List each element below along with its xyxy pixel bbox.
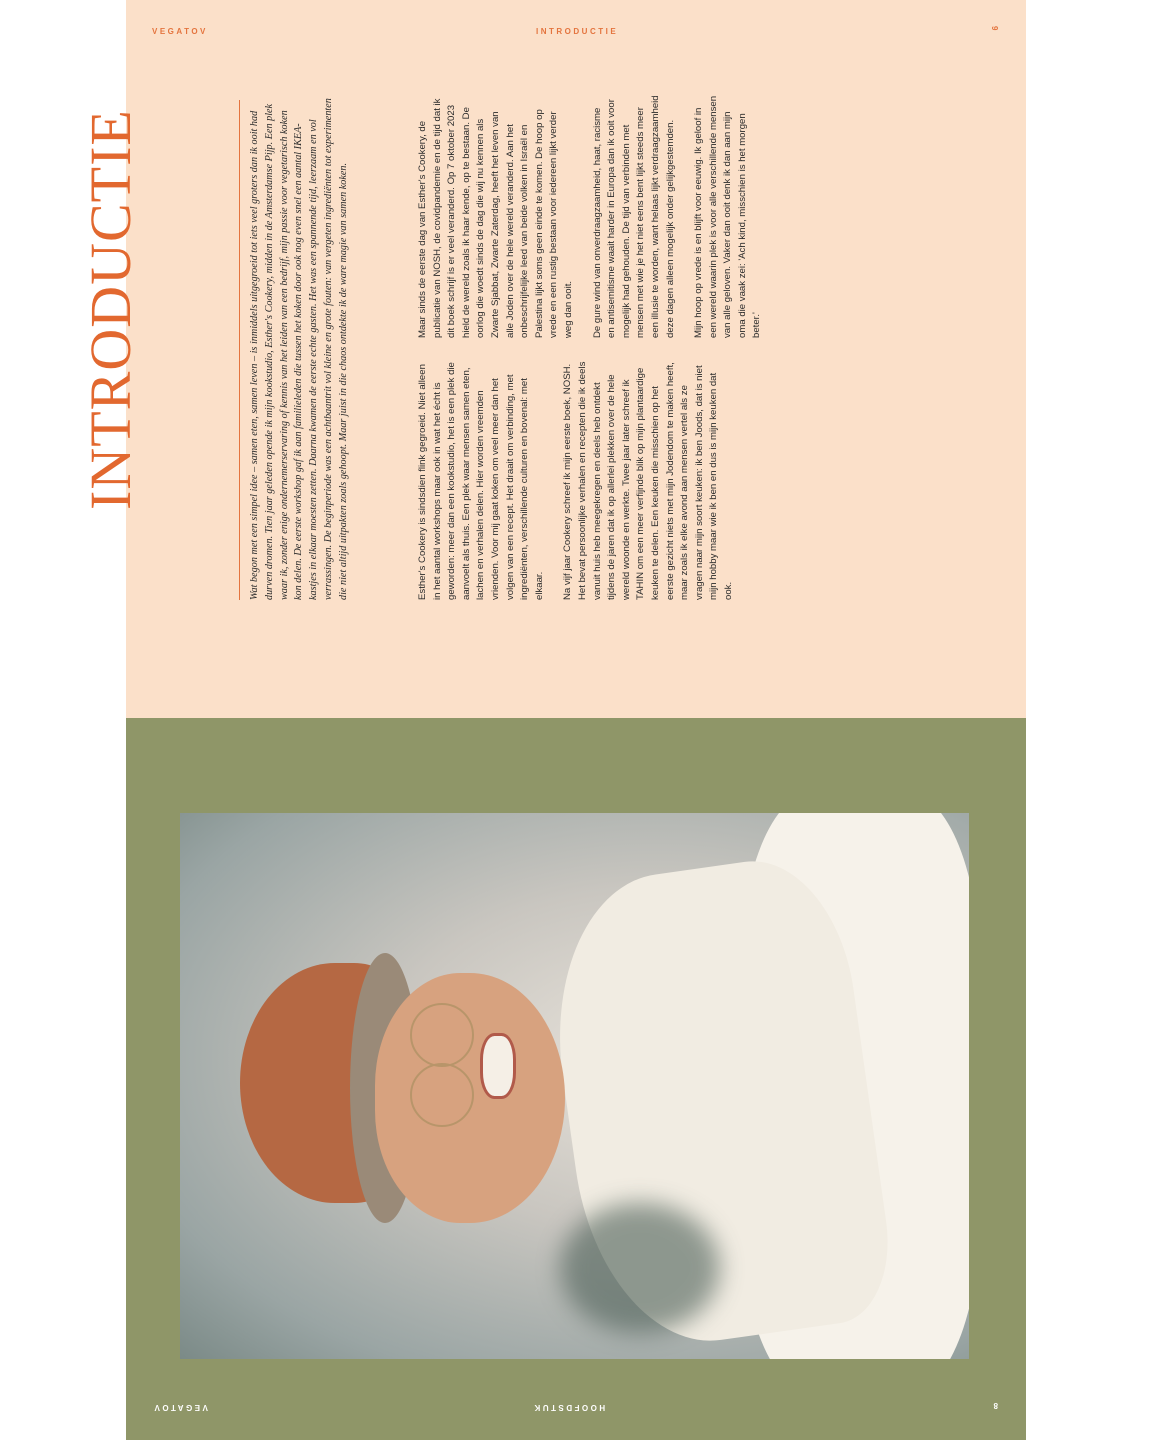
column-left — [416, 357, 750, 600]
intro-paragraph: Wat begon met een simpel idee – samen eten, samen leven – is inmiddels uitgegroeid tot iets veel groters dan ik ooit had durven dromen. Tien jaar geleden opende ik mijn kookstudio, Esther's Cookery, midden in de Amsterdamse Pijp. Een plek waar ik, zonder enige ondernemerservaring of kennis van het leiden van een bedrijf, mijn passie voor vegetarisch koken kon delen. De eerste workshop gaf ik aan familieleden die tussen het koken door ook nog even snel een aantal IKEA-kastjes in elkaar moesten zetten. Daarna kwamen de eerste echte gasten. Het was een spannende tijd, leerzaam en vol verrassingen. De beginperiode was een achtbaantrit vol kleine en grote fouten: van vergeten ingrediënten tot experimenten die niet altijd uitpakten zoals gehoopt. Maar juist in die chaos ontdekte ik de ware magie van samen koken. — [249, 98, 349, 600]
column-right — [416, 95, 779, 338]
paragraph: Na vijf jaar Cookery schreef ik mijn eerste boek, NOSH. Het bevat persoonlijke verhalen en recepten die ik deels vanuit huis heb meegekregen en deels heb ontdekt tijdens de jaren dat ik op allerlei plekken over de hele wereld woonde en werkte. Twee jaar later schreef ik TAHIN om een meer verfijnde blik op mijn plantaardige keuken te delen. Een keuken die misschien op het eerste gezicht niets met mijn Jodendom te maken heeft, maar zoals ik elke avond aan mensen vertel als ze vragen naar mijn soort keuken: ik ben Joods, dat is niet mijn hobby maar wie ik ben en dus is mijn keuken dat ook. — [562, 361, 734, 600]
rotated-text-block — [78, 80, 763, 600]
title-rule — [239, 100, 240, 600]
body-columns — [416, 95, 763, 600]
running-head-center: INTRODUCTIE — [536, 27, 619, 36]
running-foot-left: VEGATOV — [152, 1403, 208, 1412]
page-number: 9 — [990, 26, 1000, 33]
paragraph: Maar sinds de eerste dag van Esther's Cookery, de publicatie van NOSH, de covidpandemie en de tijd dat ik dit boek schrijf is er veel veranderd. Op 7 oktober 2023 hield de wereld zoals ik haar kende, op te bestaan. De oorlog die woedt sinds de dag die wij nu kennen als Zwarte Sjabbat, Zwarte Zaterdag, heeft het leven van alle Joden over de hele wereld veranderd. Aan het onbeschrijfelijke leed van beide volken in Israël en Palestina lijkt soms geen einde te komen. De hoop op vrede en een rustig bestaan voor iedereen lijkt verder weg dan ooit. — [417, 98, 574, 338]
page-number-bottom: 8 — [991, 1401, 998, 1410]
running-head-left: VEGATOV — [152, 27, 208, 36]
paragraph: Esther's Cookery is sindsdien flink gegroeid. Niet alleen in het aantal workshops maar ook in wat het écht is geworden: meer dan een kookstudio, het is een plek die aanvoelt als thuis. Een plek waar mensen samen eten, lachen en verhalen delen. Hier worden vreemden vrienden. Voor mij gaat koken om veel meer dan het volgen van een recept. Het draait om verbinding, met ingrediënten, verschillende culturen en bovenal: met elkaar. — [417, 362, 545, 600]
portrait-photo — [180, 813, 969, 1359]
paragraph: Mijn hoop op vrede is en blijft voor eeuwig. Ik geloof in een wereld waarin plek is voor alle verschillende mensen van alle geloven. Vaker dan ooit denk ik dan aan mijn oma die vaak zei: 'Ach kind, misschien is het morgen beter.' — [693, 95, 763, 338]
running-foot-center: HOOFDSTUK — [532, 1403, 606, 1412]
paragraph: De gure wind van onverdraagzaamheid, haat, racisme en antisemitisme waait harder in Europa dan ik ooit voor mogelijk had gehouden. De tijd van verbinden met mensen met wie je het niet eens bent lijkt steeds meer een illusie te worden, want helaas lijkt verdraagzaamheid deze dagen alleen mogelijk onder gelijkgestemden. — [591, 95, 676, 338]
text-page — [78, 0, 1026, 718]
page-title: INTRODUCTIE — [78, 109, 143, 510]
